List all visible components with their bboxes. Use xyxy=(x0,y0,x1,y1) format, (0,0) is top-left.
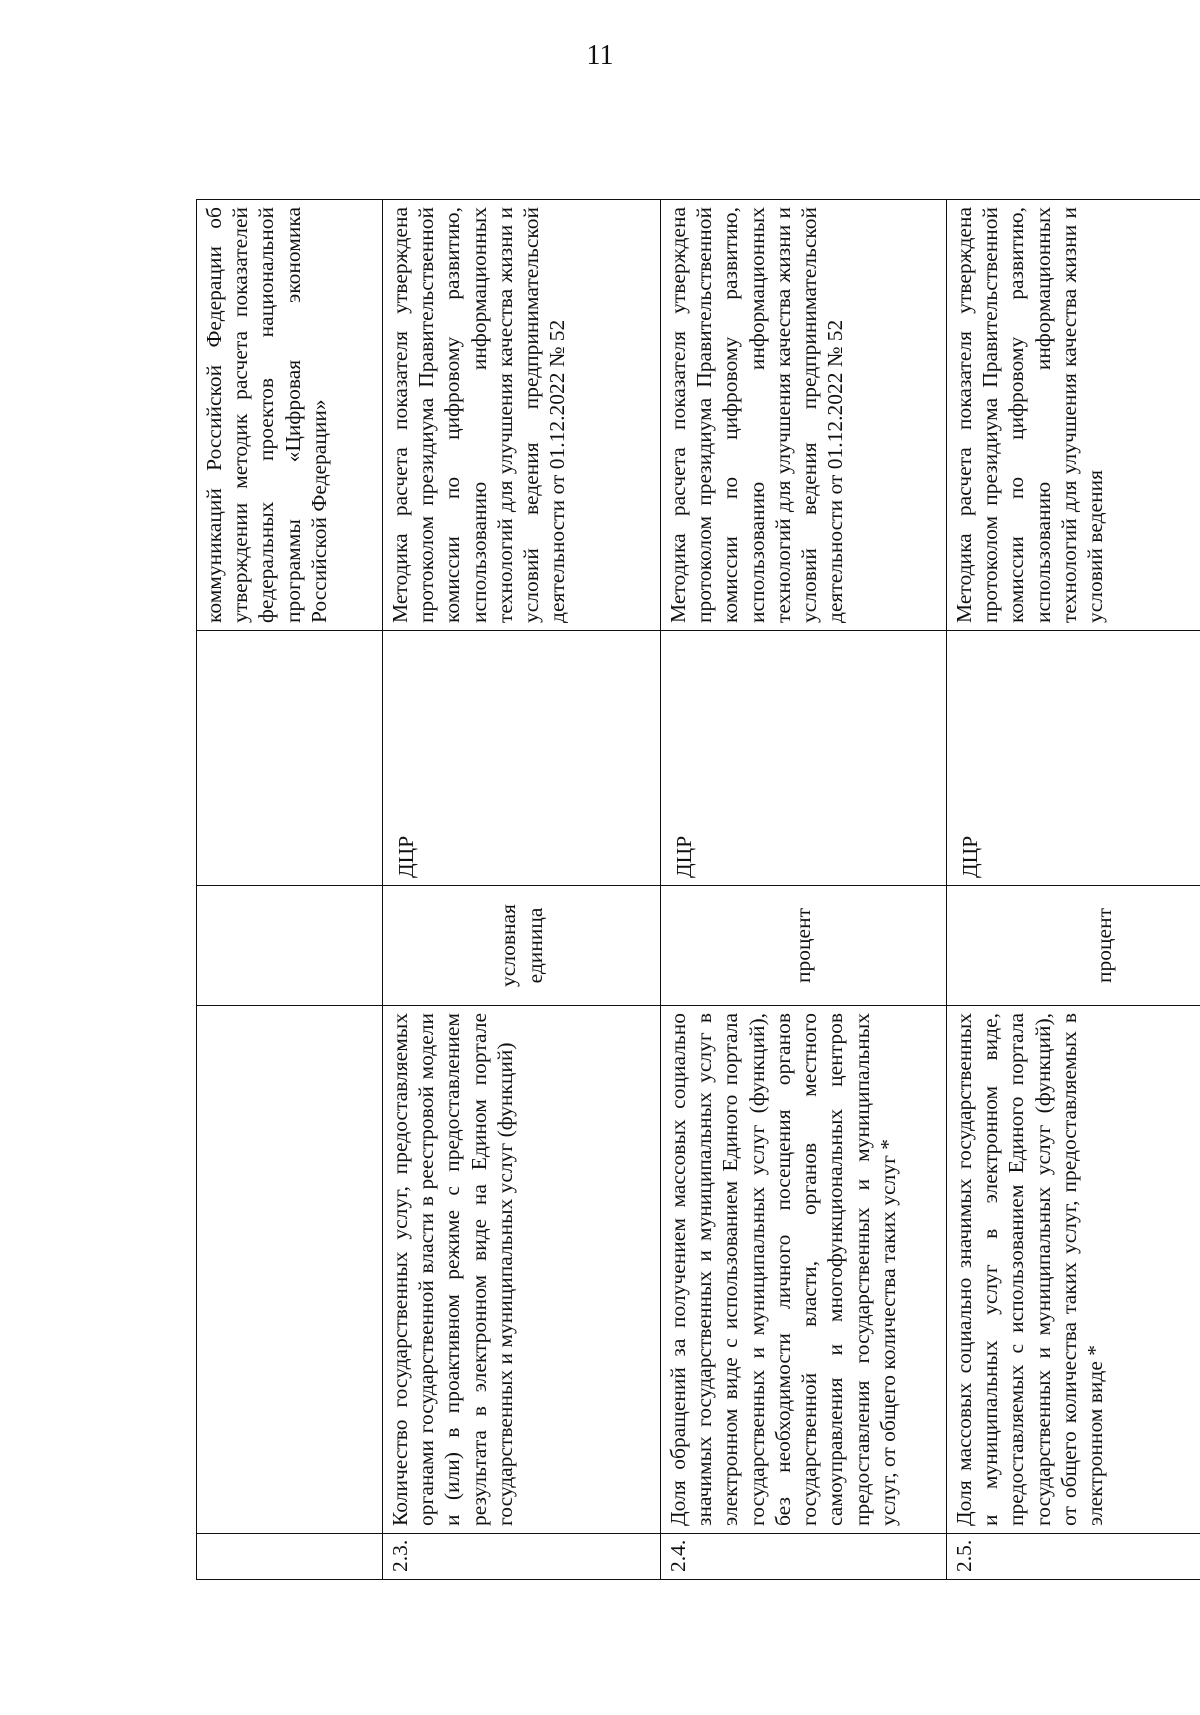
indicator-name-cell xyxy=(197,1006,383,1534)
unit-cell: процент xyxy=(947,886,1200,1006)
responsible-cell xyxy=(661,631,947,886)
unit-cell xyxy=(197,886,383,1006)
indicator-name-cell: Доля обращений за получением массовых социально значимых государственных и муниципальных услуг в электронном виде с использованием Единого портала государственных и муниципальных услуг (функций), без необходимости личного посещения органов государственной власти, органов местного самоуправления и многофункциональных центров предоставления государственных и муниципальных услуг, от общего количества таких услуг * xyxy=(661,1006,947,1534)
responsible-cell xyxy=(383,631,661,886)
row-number-cell: 2.5. xyxy=(947,1534,1200,1580)
responsible-cell xyxy=(197,631,383,886)
unit-cell: процент xyxy=(661,886,947,1006)
method-cell: Методика расчета показателя утверждена протоколом президиума Правительственной комиссии по цифровому развитию, использованию информационных технологий для улучшения качества жизни и условий ведения предпринимательской деятельности от 01.12.2022 № 52 xyxy=(383,200,661,631)
row-number-cell: 2.3. xyxy=(383,1534,661,1580)
table-row xyxy=(661,200,947,1580)
row-number-cell: 2.4. xyxy=(661,1534,947,1580)
responsible-text: ДЦР xyxy=(394,835,418,878)
indicators-table xyxy=(196,199,1200,1580)
responsible-text: ДЦР xyxy=(672,835,696,878)
rotated-table-container xyxy=(196,200,1200,1580)
table-row xyxy=(197,200,383,1580)
row-number-cell xyxy=(197,1534,383,1580)
table-row xyxy=(383,200,661,1580)
unit-cell: условная единица xyxy=(383,886,661,1006)
responsible-cell xyxy=(947,631,1200,886)
method-cell: Методика расчета показателя утверждена протоколом президиума Правительственной комиссии по цифровому развитию, использованию информационных технологий для улучшения качества жизни и условий ведения предпринимательской деятельности от 01.12.2022 № 52 xyxy=(661,200,947,631)
method-cell: Методика расчета показателя утверждена протоколом президиума Правительственной комиссии по цифровому развитию, использованию информационных технологий для улучшения качества жизни и условий ведения xyxy=(947,200,1200,631)
table-row xyxy=(947,200,1200,1580)
indicator-name-cell: Доля массовых социально значимых государственных и муниципальных услуг в электронном виде, предоставляемых с использованием Единого портала государственных и муниципальных услуг (функций), от общего количества таких услуг, предоставляемых в электронном виде * xyxy=(947,1006,1200,1534)
page-number: 11 xyxy=(586,40,614,71)
responsible-text: ДЦР xyxy=(958,835,982,878)
method-cell: коммуникаций Российской Федерации об утверждении методик расчета показателей федеральных проектов национальной программы «Цифровая экономика Российской Федерации» xyxy=(197,200,383,631)
indicator-name-cell: Количество государственных услуг, предоставляемых органами государственной власти в реестровой модели и (или) в проактивном режиме с предоставлением результата в электронном виде на Едином портале государственных и муниципальных услуг (функций) xyxy=(383,1006,661,1534)
